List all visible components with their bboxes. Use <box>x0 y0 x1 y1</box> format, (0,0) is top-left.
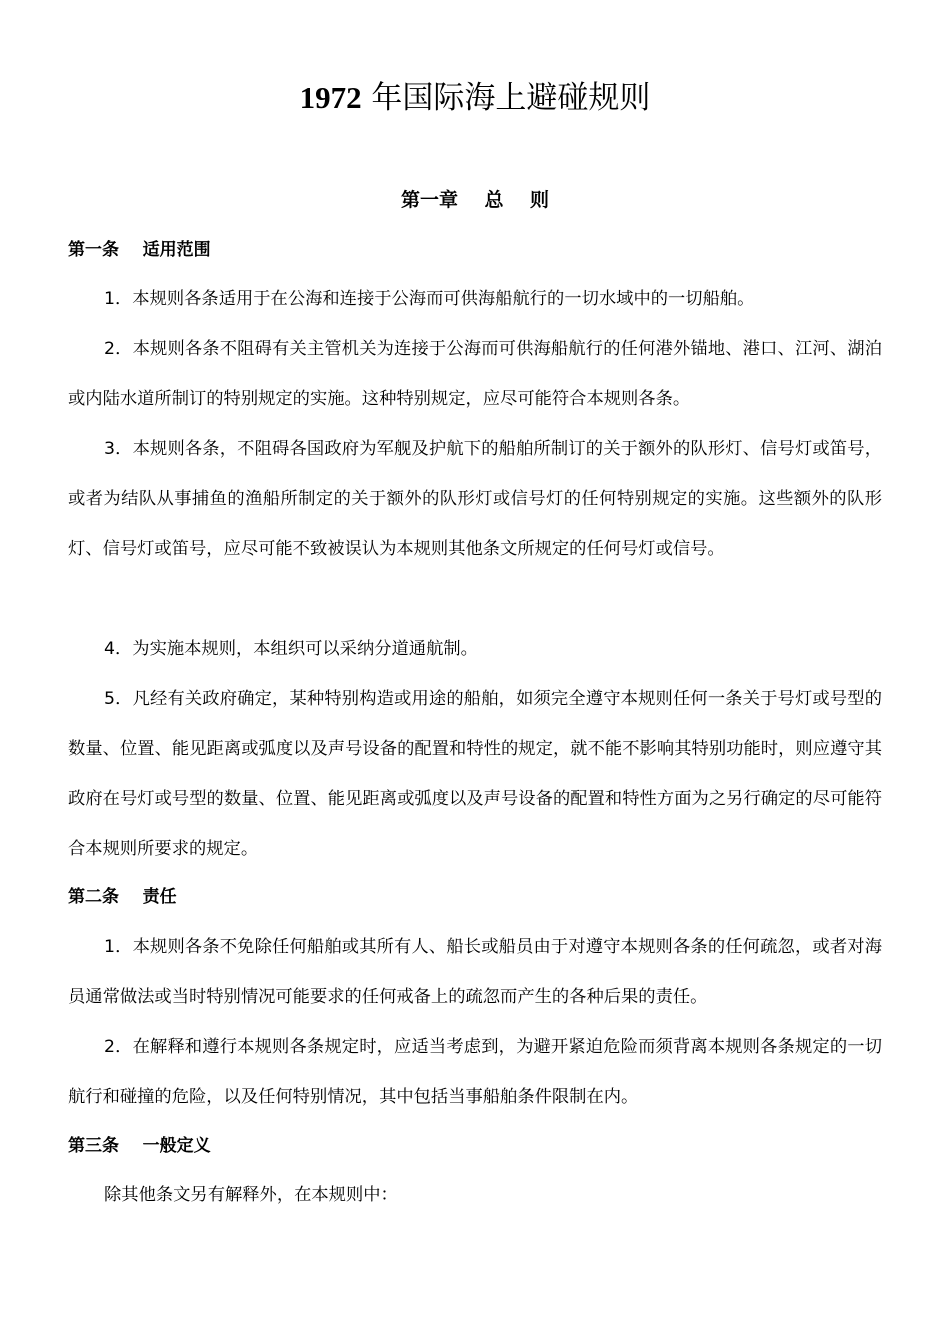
clause-text: 为实施本规则，本组织可以采纳分道通航制。 <box>132 639 478 659</box>
article-1-heading: 第一条 适用范围 <box>68 240 211 260</box>
clause-number: 4． <box>104 639 133 659</box>
clause-number: 2． <box>104 1037 133 1057</box>
clause-text: 本规则各条适用于在公海和连接于公海而可供海船航行的一切水域中的一切船舶。 <box>132 289 755 309</box>
article-1-paragraph-1 <box>68 274 882 324</box>
clause-text: 本规则各条不阻碍有关主管机关为连接于公海而可供海船航行的任何港外锚地、港口、江河、湖泊或内陆水道所制订的特别规定的实施。这种特别规定，应尽可能符合本规则各条。 <box>68 339 882 409</box>
document-title-text: 年国际海上避碰规则 <box>371 80 651 116</box>
clause-text: 凡经有关政府确定，某种特别构造或用途的船舶，如须完全遵守本规则任何一条关于号灯或号型的数量、位置、能见距离或弧度以及声号设备的配置和特性的规定，就不能不影响其特别功能时，则应遵守其政府在号灯或号型的数量、位置、能见距离或弧度以及声号设备的配置和特性方面为之另行确定的尽可能符合本规则所要求的规定。 <box>68 689 882 859</box>
article-3-heading: 第三条 一般定义 <box>68 1136 211 1156</box>
clause-text: 在解释和遵行本规则各条规定时，应适当考虑到，为避开紧迫危险而须背离本规则各条规定的一切航行和碰撞的危险，以及任何特别情况，其中包括当事船舶条件限制在内。 <box>68 1037 882 1107</box>
document-title <box>0 76 950 120</box>
article-2-paragraph-1 <box>68 922 882 1022</box>
clause-number: 2． <box>104 339 133 359</box>
document-title-year: 1972 <box>299 80 362 115</box>
article-1-paragraph-3 <box>68 424 882 574</box>
article-1-paragraph-4 <box>68 624 882 674</box>
clause-number: 3． <box>104 439 133 459</box>
clause-number: 1． <box>104 289 133 309</box>
article-3-intro: 除其他条文另有解释外，在本规则中： <box>104 1185 398 1205</box>
article-2-heading: 第二条 责任 <box>68 887 177 907</box>
article-2-paragraph-2 <box>68 1022 882 1122</box>
clause-number: 1． <box>104 937 133 957</box>
article-1-paragraph-2 <box>68 324 882 424</box>
chapter-title: 第一章 总 则 <box>401 189 549 211</box>
article-1-paragraph-5 <box>68 674 882 874</box>
clause-text: 本规则各条，不阻碍各国政府为军舰及护航下的船舶所制订的关于额外的队形灯、信号灯或笛号，或者为结队从事捕鱼的渔船所制定的关于额外的队形灯或信号灯的任何特别规定的实施。这些额外的队形灯、信号灯或笛号，应尽可能不致被误认为本规则其他条文所规定的任何号灯或信号。 <box>68 439 882 559</box>
clause-text: 本规则各条不免除任何船舶或其所有人、船长或船员由于对遵守本规则各条的任何疏忽，或者对海员通常做法或当时特别情况可能要求的任何戒备上的疏忽而产生的各种后果的责任。 <box>68 937 882 1007</box>
clause-number: 5． <box>104 689 133 709</box>
